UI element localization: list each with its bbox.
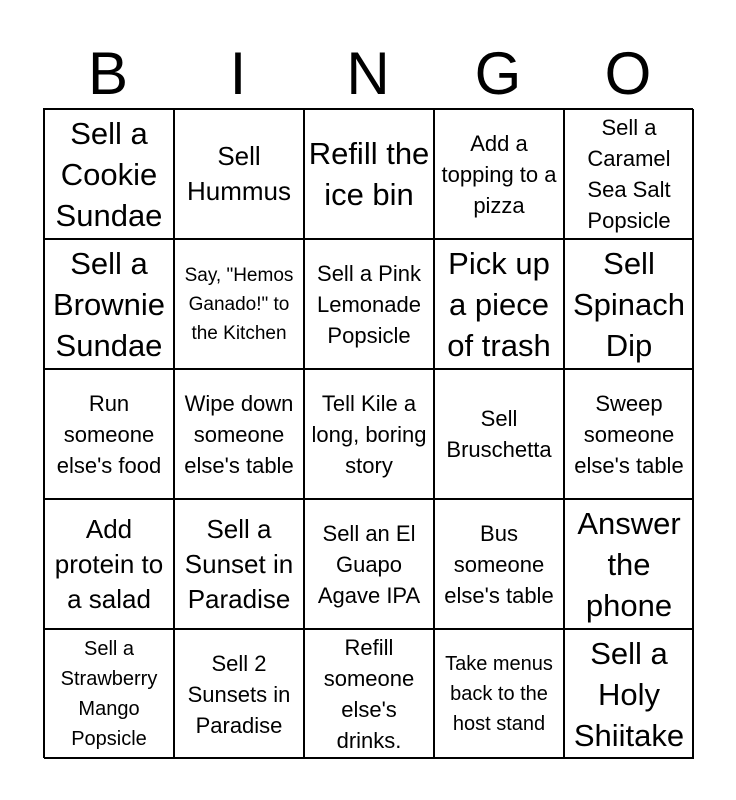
cell-text: Answer the phone <box>577 505 681 623</box>
cell-text: Refill someone else's drinks. <box>323 635 415 753</box>
bingo-cell[interactable] <box>304 369 434 499</box>
cell-text: Sell an El Guapo Agave IPA <box>317 520 421 608</box>
bingo-cell[interactable] <box>564 239 694 369</box>
bingo-cell[interactable] <box>434 499 564 629</box>
cell-text: Sell 2 Sunsets in Paradise <box>187 650 291 738</box>
cell-text: Add a topping to a pizza <box>441 130 557 218</box>
cell-text: Sell a Holy Shiitake <box>573 635 685 753</box>
header-letter-o: O <box>604 40 652 107</box>
bingo-cell[interactable] <box>44 499 174 629</box>
bingo-cell[interactable] <box>174 109 304 239</box>
bingo-cell[interactable] <box>304 109 434 239</box>
cell-text: Sweep someone else's table <box>574 390 684 478</box>
bingo-cell[interactable] <box>44 239 174 369</box>
bingo-cell[interactable] <box>304 629 434 759</box>
cell-text: Sell a Strawberry Mango Popsicle <box>60 638 158 750</box>
bingo-cell[interactable] <box>174 499 304 629</box>
bingo-cell[interactable] <box>564 499 694 629</box>
bingo-cell[interactable] <box>564 109 694 239</box>
header-letter-b: B <box>87 40 129 107</box>
cell-text: Refill the ice bin <box>308 136 430 212</box>
bingo-cell[interactable] <box>44 369 174 499</box>
header-letter-n: N <box>346 40 390 107</box>
cell-text: Sell a Caramel Sea Salt Popsicle <box>587 115 671 233</box>
cell-text: Add protein to a salad <box>54 513 164 614</box>
bingo-cell[interactable] <box>434 369 564 499</box>
cell-text: Sell Hummus <box>186 141 291 206</box>
cell-text: Sell a Sunset in Paradise <box>184 513 294 614</box>
bingo-cell[interactable] <box>44 629 174 759</box>
cell-text: Wipe down someone else's table <box>184 390 294 478</box>
header-letter-i: I <box>229 40 247 107</box>
bingo-cell[interactable] <box>304 499 434 629</box>
bingo-cell[interactable] <box>174 369 304 499</box>
bingo-cell[interactable] <box>174 239 304 369</box>
bingo-cell[interactable] <box>434 239 564 369</box>
cell-text: Tell Kile a long, boring story <box>311 390 427 478</box>
bingo-cell[interactable] <box>434 109 564 239</box>
cell-text: Bus someone else's table <box>444 520 554 608</box>
bingo-cell[interactable] <box>304 239 434 369</box>
header-letter-g: G <box>474 40 522 107</box>
cell-text: Run someone else's food <box>56 390 162 478</box>
cell-text: Sell a Cookie Sundae <box>55 115 163 233</box>
cell-text: Take menus back to the host stand <box>445 653 553 735</box>
cell-text: Pick up a piece of trash <box>447 245 551 363</box>
bingo-grid <box>43 108 693 758</box>
cell-text: Sell a Pink Lemonade Popsicle <box>317 260 421 348</box>
bingo-cell[interactable] <box>564 629 694 759</box>
bingo-cell[interactable] <box>564 369 694 499</box>
bingo-cell[interactable] <box>434 629 564 759</box>
cell-text: Sell Spinach Dip <box>572 245 686 363</box>
cell-text: Say, "Hemos Ganado!" to the Kitchen <box>184 264 294 344</box>
cell-text: Sell Bruschetta <box>446 406 552 462</box>
bingo-header <box>43 40 693 108</box>
bingo-cell[interactable] <box>174 629 304 759</box>
bingo-cell[interactable] <box>44 109 174 239</box>
cell-text: Sell a Brownie Sundae <box>53 245 165 363</box>
